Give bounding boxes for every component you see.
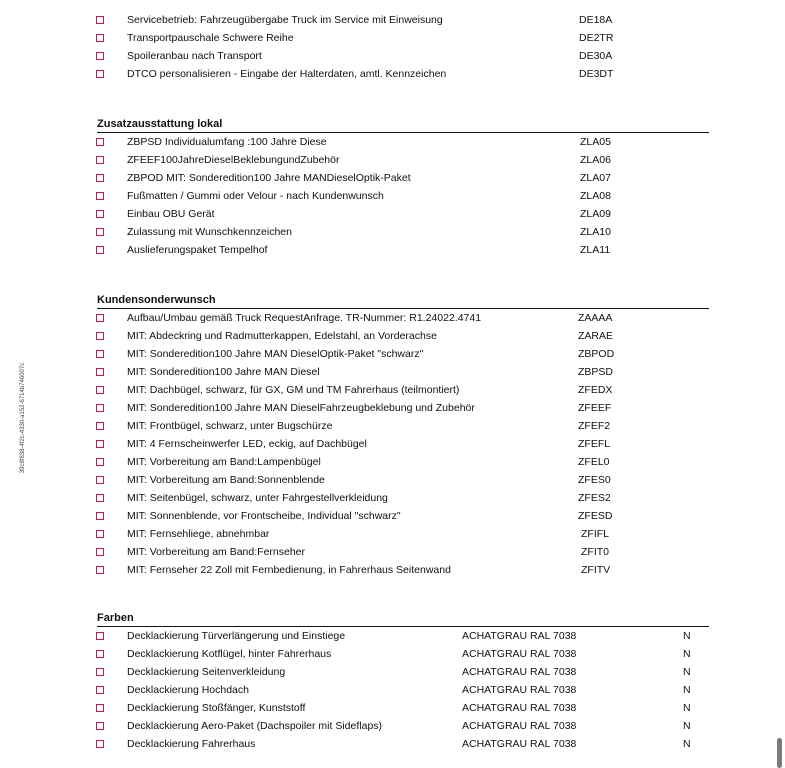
item-code: DE2TR <box>579 32 614 44</box>
item-flag: N <box>683 684 691 696</box>
item-code: ZFESD <box>578 510 613 522</box>
item-code: DE30A <box>579 50 613 62</box>
item-flag: N <box>683 648 691 660</box>
item-flag: N <box>683 630 691 642</box>
list-item <box>0 187 773 205</box>
checkbox[interactable] <box>96 668 104 676</box>
list-item <box>0 561 773 579</box>
item-code: ZFEF2 <box>578 420 611 432</box>
item-description: ZFEEF100JahreDieselBeklebungundZubehör <box>127 154 340 166</box>
checkbox[interactable] <box>96 228 104 236</box>
list-item <box>0 381 773 399</box>
item-code: ZLA10 <box>580 226 611 238</box>
item-code: ZFEEF <box>578 402 612 414</box>
item-code: ZBPOD <box>578 348 615 360</box>
list-item <box>0 735 773 753</box>
scrollbar-thumb[interactable] <box>777 738 782 768</box>
item-description: MIT: Sonderedition100 Jahre MAN DieselFahrzeugbeklebung und Zubehör <box>127 402 475 414</box>
item-color: ACHATGRAU RAL 7038 <box>462 720 577 732</box>
item-code: ZLA07 <box>580 172 611 184</box>
checkbox[interactable] <box>96 174 104 182</box>
item-code: ZFEDX <box>578 384 613 396</box>
checkbox[interactable] <box>96 70 104 78</box>
section-title: Zusatzausstattung lokal <box>97 117 709 133</box>
list-item <box>0 525 773 543</box>
list-item <box>0 417 773 435</box>
item-code: ZLA11 <box>580 244 611 256</box>
item-color: ACHATGRAU RAL 7038 <box>462 702 577 714</box>
list-item <box>0 151 773 169</box>
section-title: Kundensonderwunsch <box>97 293 709 309</box>
checkbox[interactable] <box>96 404 104 412</box>
item-description: Decklackierung Hochdach <box>127 684 249 696</box>
checkbox[interactable] <box>96 704 104 712</box>
item-description: MIT: Fernseher 22 Zoll mit Fernbedienung, in Fahrerhaus Seitenwand <box>127 564 451 576</box>
item-color: ACHATGRAU RAL 7038 <box>462 630 577 642</box>
item-color: ACHATGRAU RAL 7038 <box>462 684 577 696</box>
list-item <box>0 29 773 47</box>
list-item <box>0 327 773 345</box>
list-item <box>0 65 773 83</box>
checkbox[interactable] <box>96 16 104 24</box>
checkbox[interactable] <box>96 566 104 574</box>
item-description: MIT: Sonnenblende, vor Frontscheibe, Individual "schwarz" <box>127 510 401 522</box>
checkbox[interactable] <box>96 350 104 358</box>
checkbox[interactable] <box>96 332 104 340</box>
item-code: ZFEFL <box>578 438 611 450</box>
checkbox[interactable] <box>96 34 104 42</box>
item-description: MIT: Vorbereitung am Band:Lampenbügel <box>127 456 321 468</box>
checkbox[interactable] <box>96 722 104 730</box>
item-description: Auslieferungspaket Tempelhof <box>127 244 268 256</box>
item-description: MIT: Seitenbügel, schwarz, unter Fahrgestellverkleidung <box>127 492 388 504</box>
checkbox[interactable] <box>96 422 104 430</box>
item-code: ZAAAA <box>578 312 613 324</box>
list-item <box>0 489 773 507</box>
item-code: ZBPSD <box>578 366 614 378</box>
list-item <box>0 663 773 681</box>
item-description: ZBPSD Individualumfang :100 Jahre Diese <box>127 136 327 148</box>
checkbox[interactable] <box>96 210 104 218</box>
checkbox[interactable] <box>96 192 104 200</box>
item-description: Spoileranbau nach Transport <box>127 50 262 62</box>
list-item <box>0 453 773 471</box>
list-item <box>0 363 773 381</box>
item-code: ZARAE <box>578 330 614 342</box>
checkbox[interactable] <box>96 52 104 60</box>
document-side-id: 39c8f838-4f2c-4330-a152-6714b746007c <box>20 362 26 474</box>
list-item <box>0 699 773 717</box>
item-code: ZFES2 <box>578 492 611 504</box>
list-item <box>0 507 773 525</box>
list-item <box>0 11 773 29</box>
item-description: ZBPOD MIT: Sonderedition100 Jahre MANDieselOptik-Paket <box>127 172 411 184</box>
item-description: Servicebetrieb: Fahrzeugübergabe Truck im Service mit Einweisung <box>127 14 443 26</box>
checkbox[interactable] <box>96 512 104 520</box>
item-description: MIT: Vorbereitung am Band:Sonnenblende <box>127 474 325 486</box>
checkbox[interactable] <box>96 156 104 164</box>
list-item <box>0 223 773 241</box>
list-item <box>0 133 773 151</box>
checkbox[interactable] <box>96 314 104 322</box>
checkbox[interactable] <box>96 386 104 394</box>
item-description: DTCO personalisieren - Eingabe der Halterdaten, amtl. Kennzeichen <box>127 68 447 80</box>
checkbox[interactable] <box>96 548 104 556</box>
item-code: ZFIFL <box>581 528 609 540</box>
item-description: MIT: Frontbügel, schwarz, unter Bugschürze <box>127 420 333 432</box>
checkbox[interactable] <box>96 530 104 538</box>
list-item <box>0 681 773 699</box>
item-description: Zulassung mit Wunschkennzeichen <box>127 226 292 238</box>
item-description: MIT: 4 Fernscheinwerfer LED, eckig, auf Dachbügel <box>127 438 367 450</box>
list-item <box>0 645 773 663</box>
list-item <box>0 543 773 561</box>
item-description: MIT: Sonderedition100 Jahre MAN Diesel <box>127 366 320 378</box>
item-code: DE3DT <box>579 68 614 80</box>
item-code: DE18A <box>579 14 613 26</box>
item-description: MIT: Sonderedition100 Jahre MAN DieselOptik-Paket "schwarz" <box>127 348 424 360</box>
item-flag: N <box>683 666 691 678</box>
item-code: ZFES0 <box>578 474 611 486</box>
list-item <box>0 435 773 453</box>
checkbox[interactable] <box>96 686 104 694</box>
list-item <box>0 399 773 417</box>
item-description: MIT: Abdeckring und Radmutterkappen, Edelstahl, an Vorderachse <box>127 330 437 342</box>
checkbox[interactable] <box>96 494 104 502</box>
checkbox[interactable] <box>96 476 104 484</box>
checkbox[interactable] <box>96 246 104 254</box>
item-description: MIT: Dachbügel, schwarz, für GX, GM und TM Fahrerhaus (teilmontiert) <box>127 384 460 396</box>
item-code: ZLA09 <box>580 208 611 220</box>
item-color: ACHATGRAU RAL 7038 <box>462 648 577 660</box>
item-flag: N <box>683 702 691 714</box>
item-description: Decklackierung Aero-Paket (Dachspoiler mit Sideflaps) <box>127 720 383 732</box>
list-item <box>0 627 773 645</box>
list-item <box>0 241 773 259</box>
item-description: Decklackierung Fahrerhaus <box>127 738 256 750</box>
checkbox[interactable] <box>96 138 104 146</box>
checkbox[interactable] <box>96 368 104 376</box>
checkbox[interactable] <box>96 458 104 466</box>
item-description: Transportpauschale Schwere Reihe <box>127 32 294 44</box>
list-item <box>0 717 773 735</box>
list-item <box>0 169 773 187</box>
item-code: ZFEL0 <box>578 456 610 468</box>
item-description: Decklackierung Stoßfänger, Kunststoff <box>127 702 306 714</box>
item-description: Aufbau/Umbau gemäß Truck RequestAnfrage. TR-Nummer: R1.24022.4741 <box>127 312 482 324</box>
item-description: MIT: Vorbereitung am Band:Fernseher <box>127 546 306 558</box>
item-code: ZLA05 <box>580 136 611 148</box>
checkbox[interactable] <box>96 650 104 658</box>
list-item <box>0 471 773 489</box>
checkbox[interactable] <box>96 740 104 748</box>
item-description: MIT: Fernsehliege, abnehmbar <box>127 528 270 540</box>
item-flag: N <box>683 720 691 732</box>
item-code: ZFITV <box>581 564 611 576</box>
item-description: Decklackierung Seitenverkleidung <box>127 666 286 678</box>
item-description: Decklackierung Türverlängerung und Einstiege <box>127 630 346 642</box>
item-color: ACHATGRAU RAL 7038 <box>462 666 577 678</box>
section-title: Farben <box>97 611 709 627</box>
item-code: ZLA08 <box>580 190 611 202</box>
list-item <box>0 47 773 65</box>
item-description: Einbau OBU Gerät <box>127 208 215 220</box>
checkbox[interactable] <box>96 632 104 640</box>
list-item <box>0 205 773 223</box>
checkbox[interactable] <box>96 440 104 448</box>
item-description: Fußmatten / Gummi oder Velour - nach Kundenwunsch <box>127 190 384 202</box>
item-color: ACHATGRAU RAL 7038 <box>462 738 577 750</box>
item-flag: N <box>683 738 691 750</box>
item-code: ZLA06 <box>580 154 611 166</box>
vertical-scrollbar[interactable] <box>773 0 785 768</box>
list-item <box>0 309 773 327</box>
item-description: Decklackierung Kotflügel, hinter Fahrerhaus <box>127 648 332 660</box>
item-code: ZFIT0 <box>581 546 609 558</box>
list-item <box>0 345 773 363</box>
